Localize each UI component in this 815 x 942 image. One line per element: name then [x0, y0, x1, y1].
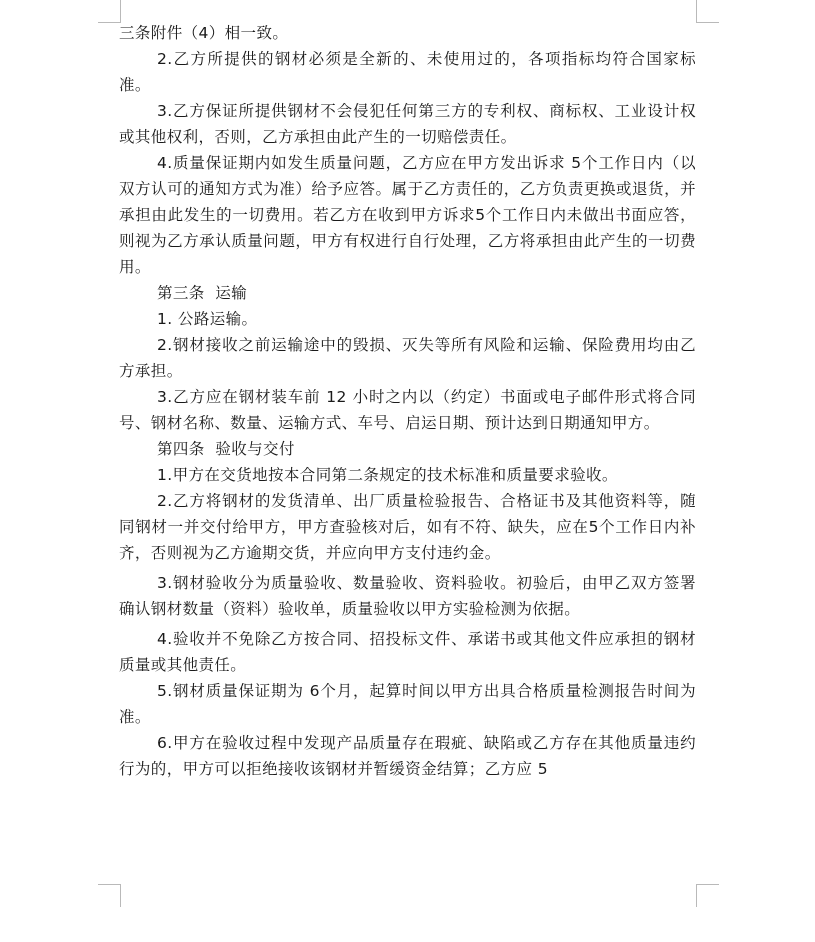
paragraph-acceptance-2: 2.乙方将钢材的发货清单、出厂质量检验报告、合格证书及其他资料等，随同钢材一并交付给甲方，甲方查验核对后，如有不符、缺失，应在5个工作日内补齐，否则视为乙方逾期交货，并应向甲方支付违约金。: [119, 492, 696, 562]
paragraph-clause-4: 4.质量保证期内如发生质量问题，乙方应在甲方发出诉求 5个工作日内（以双方认可的通知方式为准）给予应答。属于乙方责任的，乙方负责更换或退货，并承担由此发生的一切费用。若乙方在收到甲方诉求5个工作日内未做出书面应答，则视为乙方承认质量问题，甲方有权进行自行处理，乙方将承担由此产生的一切费用。: [119, 154, 696, 276]
document-page: [119, 20, 696, 782]
paragraph-acceptance-4: 4.验收并不免除乙方按合同、招投标文件、承诺书或其他文件应承担的钢材质量或其他责任。: [119, 630, 696, 674]
page-corner-mark-bottom-left: [98, 884, 121, 907]
paragraph-transport-2: 2.钢材接收之前运输途中的毁损、灭失等所有风险和运输、保险费用均由乙方承担。: [119, 336, 696, 380]
paragraph-clause-3: 3.乙方保证所提供钢材不会侵犯任何第三方的专利权、商标权、工业设计权或其他权利，否则，乙方承担由此产生的一切赔偿责任。: [119, 102, 696, 146]
paragraph-transport-3: 3.乙方应在钢材装车前 12 小时之内以（约定）书面或电子邮件形式将合同号、钢材名称、数量、运输方式、车号、启运日期、预计达到日期通知甲方。: [119, 388, 696, 432]
paragraph-acceptance-3: 3.钢材验收分为质量验收、数量验收、资料验收。初验后，由甲乙双方签署确认钢材数量（资料）验收单，质量验收以甲方实验检测为依据。: [119, 574, 696, 618]
paragraph-acceptance-6: 6.甲方在验收过程中发现产品质量存在瑕疵、缺陷或乙方存在其他质量违约行为的，甲方可以拒绝接收该钢材并暂缓资金结算；乙方应 5: [119, 734, 696, 778]
paragraph-transport-1: 1. 公路运输。: [157, 310, 258, 328]
page-corner-mark-bottom-right: [696, 884, 719, 907]
section-heading-article-3: 第三条 运输: [157, 284, 248, 302]
page-corner-mark-top-left: [98, 0, 121, 23]
paragraph-acceptance-1: 1.甲方在交货地按本合同第二条规定的技术标准和质量要求验收。: [157, 466, 618, 484]
page-corner-mark-top-right: [696, 0, 719, 23]
section-heading-article-4: 第四条 验收与交付: [157, 440, 295, 458]
paragraph-acceptance-5: 5.钢材质量保证期为 6个月，起算时间以甲方出具合格质量检测报告时间为准。: [119, 682, 696, 726]
paragraph-continuation: 三条附件（4）相一致。: [119, 24, 289, 42]
paragraph-clause-2: 2.乙方所提供的钢材必须是全新的、未使用过的，各项指标均符合国家标准。: [119, 50, 696, 94]
